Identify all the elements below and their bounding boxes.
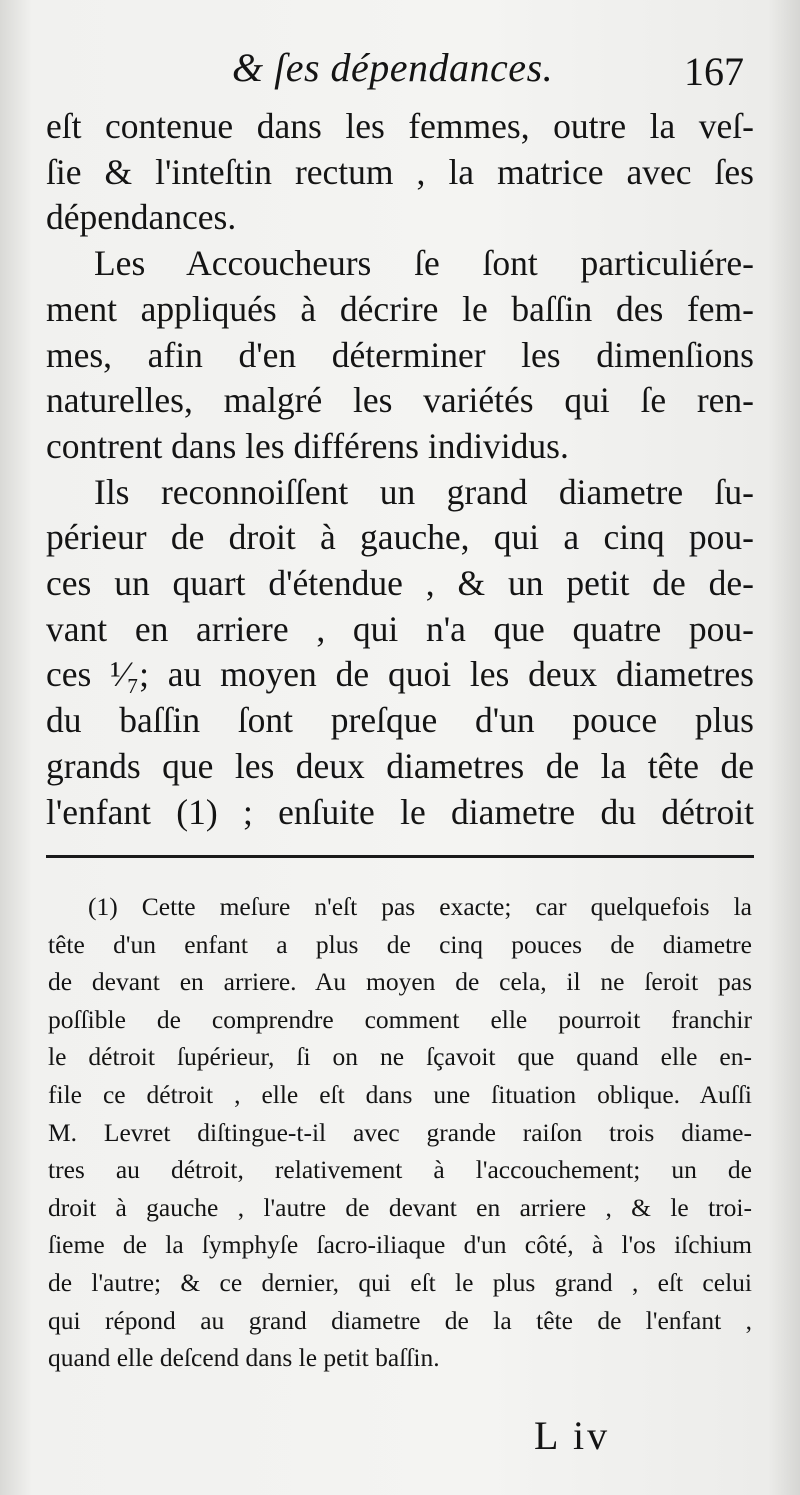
page-header [0,44,800,104]
text-line: eſt contenue dans les femmes, outre la veſ- [46,106,754,146]
text-line: ces ¹⁄₇; au moyen de quoi les deux diametres [46,654,754,695]
footnote-line: ſieme de la ſymphyſe ſacro-iliaque d'un côté, à l'os iſchium [48,1230,752,1260]
text-line: ces un quart d'étendue , & un petit de de- [46,563,754,604]
footnote-line: de l'autre; & ce dernier, qui eſt le plus grand , eſt celui [48,1267,752,1297]
footnote-line: quand elle deſcend dans le petit baſſin. [48,1343,440,1373]
running-title: & ſes dépendances. [232,45,554,90]
text-line: mes, afin d'en déterminer les dimenſions [46,334,754,375]
footnote [48,888,752,1377]
text-line: vant en arriere , qui n'a que quatre pou- [46,608,754,649]
footnote-divider [46,855,754,858]
text-line: l'enfant (1) ; enſuite le diametre du détroit [46,791,754,832]
text-line: grands que les deux diametres de la tête de [46,745,754,786]
signature-mark: L iv [534,1413,611,1458]
text-line: du baſſin ſont preſque d'un pouce plus [46,700,754,741]
footnote-line: file ce détroit , elle eſt dans une ſituation oblique. Auſſi [48,1079,752,1109]
footnote-line: le détroit ſupérieur, ſi on ne ſçavoit que quand elle en- [48,1042,752,1072]
footnote-line: tête d'un enfant a plus de cinq pouces de diametre [48,929,752,959]
footnote-line: de devant en arriere. Au moyen de cela, il ne ſeroit pas [48,967,752,997]
text-line: naturelles, malgré les variétés qui ſe ren- [46,380,754,421]
footnote-line: M. Levret diſtingue-t-il avec grande raiſon trois diame- [48,1117,752,1147]
footnote-line: tres au détroit, relativement à l'accouchement; un de [48,1155,752,1185]
text-line: périeur de droit à gauche, qui a cinq pou- [46,517,754,558]
main-text [46,104,754,835]
text-line: contrent dans les différens individus. [46,425,569,466]
text-line: Les Accoucheurs ſe ſont particuliére- [94,243,754,284]
footnote-line: (1) Cette meſure n'eſt pas exacte; car quelquefois la [88,892,752,921]
footnote-line: droit à gauche , l'autre de devant en arriere , & le troi- [48,1192,752,1222]
footnote-line: poſſible de comprendre comment elle pourroit franchir [48,1004,752,1034]
text-line: dépendances. [46,197,237,238]
text-line: ment appliqués à décrire le baſſin des fem- [46,288,754,329]
text-line: Ils reconnoiſſent un grand diametre ſu- [94,471,754,512]
text-line: ſie & l'inteſtin rectum , la matrice avec ſes [46,151,754,192]
page-number: 167 [684,49,744,94]
footnote-line: qui répond au grand diametre de la tête de l'enfant , [48,1305,752,1335]
